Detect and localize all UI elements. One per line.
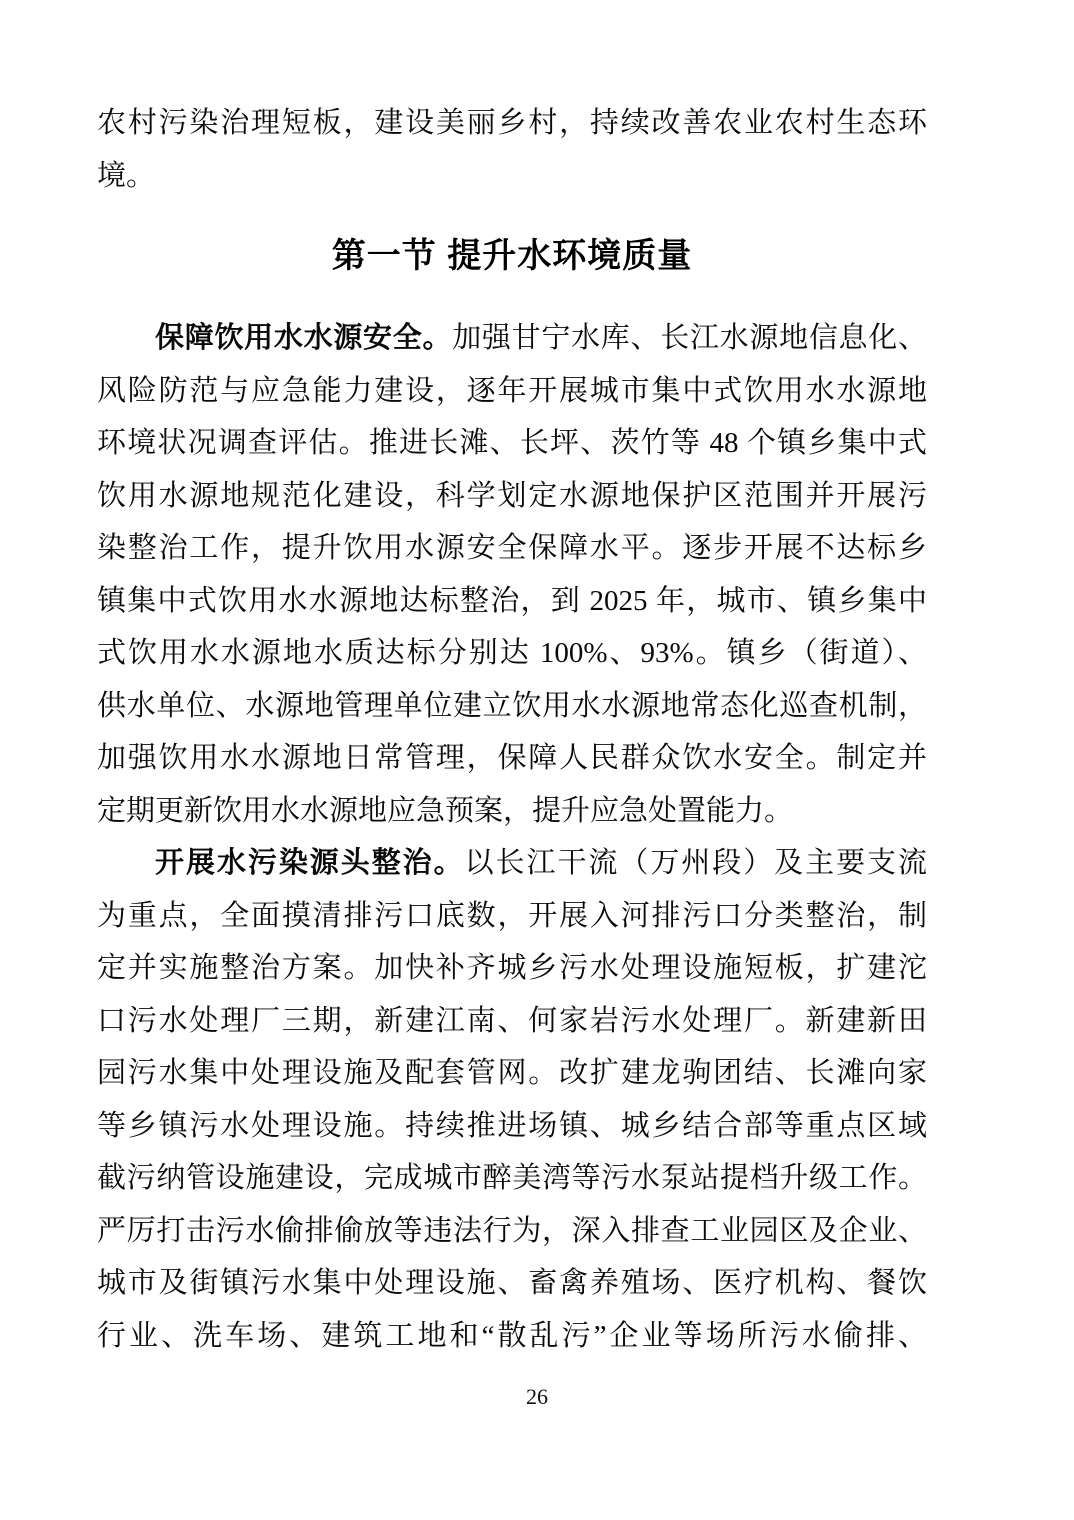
text-segment: 截污纳管设施建设，完成城市醉美湾等污水泵站提档升级工作。 bbox=[97, 1162, 927, 1194]
text-segment: 定并实施整治方案。加快补齐城乡污水处理设施短板，扩建沱 bbox=[97, 952, 927, 984]
text-segment: 染整治工作，提升饮用水源安全保障水平。逐步开展不达标乡 bbox=[97, 532, 927, 564]
text-segment: 行业、洗车场、建筑工地和“散乱污”企业等场所污水偷排、 bbox=[97, 1319, 927, 1352]
text-line bbox=[97, 785, 927, 838]
text-segment: 式饮用水水源地水质达标分别达 100%、93%。镇乡（街道）、 bbox=[97, 637, 927, 669]
text-line bbox=[97, 522, 927, 575]
text-line bbox=[97, 470, 927, 523]
text-line bbox=[97, 890, 927, 943]
text-line bbox=[97, 1310, 927, 1363]
text-line bbox=[97, 312, 927, 365]
text-line bbox=[97, 732, 927, 785]
page-number: 26 bbox=[526, 1384, 548, 1409]
text-line bbox=[97, 1100, 927, 1153]
text-segment: 定期更新饮用水水源地应急预案，提升应急处置能力。 bbox=[97, 794, 794, 827]
text-line bbox=[97, 150, 927, 203]
text-line bbox=[97, 575, 927, 628]
text-segment: 等乡镇污水处理设施。持续推进场镇、城乡结合部等重点区域 bbox=[97, 1109, 927, 1142]
text-segment: 农村污染治理短板，建设美丽乡村，持续改善农业农村生态环 bbox=[97, 107, 927, 139]
text-segment: 加强饮用水水源地日常管理，保障人民群众饮水安全。制定并 bbox=[97, 742, 927, 774]
text-segment: 供水单位、水源地管理单位建立饮用水水源地常态化巡查机制， bbox=[97, 689, 927, 722]
text-line bbox=[97, 1257, 927, 1310]
paragraph-continuation bbox=[97, 97, 927, 202]
section-heading: 第一节 提升水环境质量 bbox=[331, 237, 693, 275]
text-segment: 饮用水源地规范化建设，科学划定水源地保护区范围并开展污 bbox=[97, 479, 927, 512]
text-line bbox=[97, 680, 927, 733]
text-segment: 镇集中式饮用水水源地达标整治，到 2025 年，城市、镇乡集中 bbox=[97, 584, 927, 617]
text-line bbox=[97, 365, 927, 418]
text-segment: 以长江干流（万州段）及主要支流 bbox=[464, 847, 927, 879]
text-line bbox=[97, 417, 927, 470]
text-segment: 为重点，全面摸清排污口底数，开展入河排污口分类整治，制 bbox=[97, 899, 927, 932]
text-line bbox=[97, 1047, 927, 1100]
text-segment: 口污水处理厂三期，新建江南、何家岩污水处理厂。新建新田 bbox=[97, 1004, 927, 1037]
text-segment: 城市及街镇污水集中处理设施、畜禽养殖场、医疗机构、餐饮 bbox=[97, 1267, 927, 1299]
text-line bbox=[97, 1205, 927, 1258]
text-line bbox=[97, 627, 927, 680]
text-segment: 加强甘宁水库、长江水源地信息化、 bbox=[452, 322, 927, 354]
text-segment: 境。 bbox=[97, 159, 156, 192]
text-line bbox=[97, 97, 927, 150]
paragraph-drinking-water-safety bbox=[97, 312, 927, 837]
text-line bbox=[97, 942, 927, 995]
text-line bbox=[97, 1152, 927, 1205]
text-line bbox=[97, 837, 927, 890]
text-segment: 严厉打击污水偷排偷放等违法行为，深入排查工业园区及企业、 bbox=[97, 1214, 927, 1247]
page-content bbox=[97, 97, 927, 1362]
text-line bbox=[97, 995, 927, 1048]
text-segment: 园污水集中处理设施及配套管网。改扩建龙驹团结、长滩向家 bbox=[97, 1057, 927, 1089]
paragraph-water-pollution-source-control bbox=[97, 837, 927, 1362]
text-segment: 环境状况调查评估。推进长滩、长坪、茨竹等 48 个镇乡集中式 bbox=[97, 427, 927, 459]
bold-lead-text: 保障饮用水水源安全。 bbox=[155, 322, 453, 354]
bold-lead-text: 开展水污染源头整治。 bbox=[155, 847, 465, 879]
text-segment: 风险防范与应急能力建设，逐年开展城市集中式饮用水水源地 bbox=[97, 374, 927, 407]
